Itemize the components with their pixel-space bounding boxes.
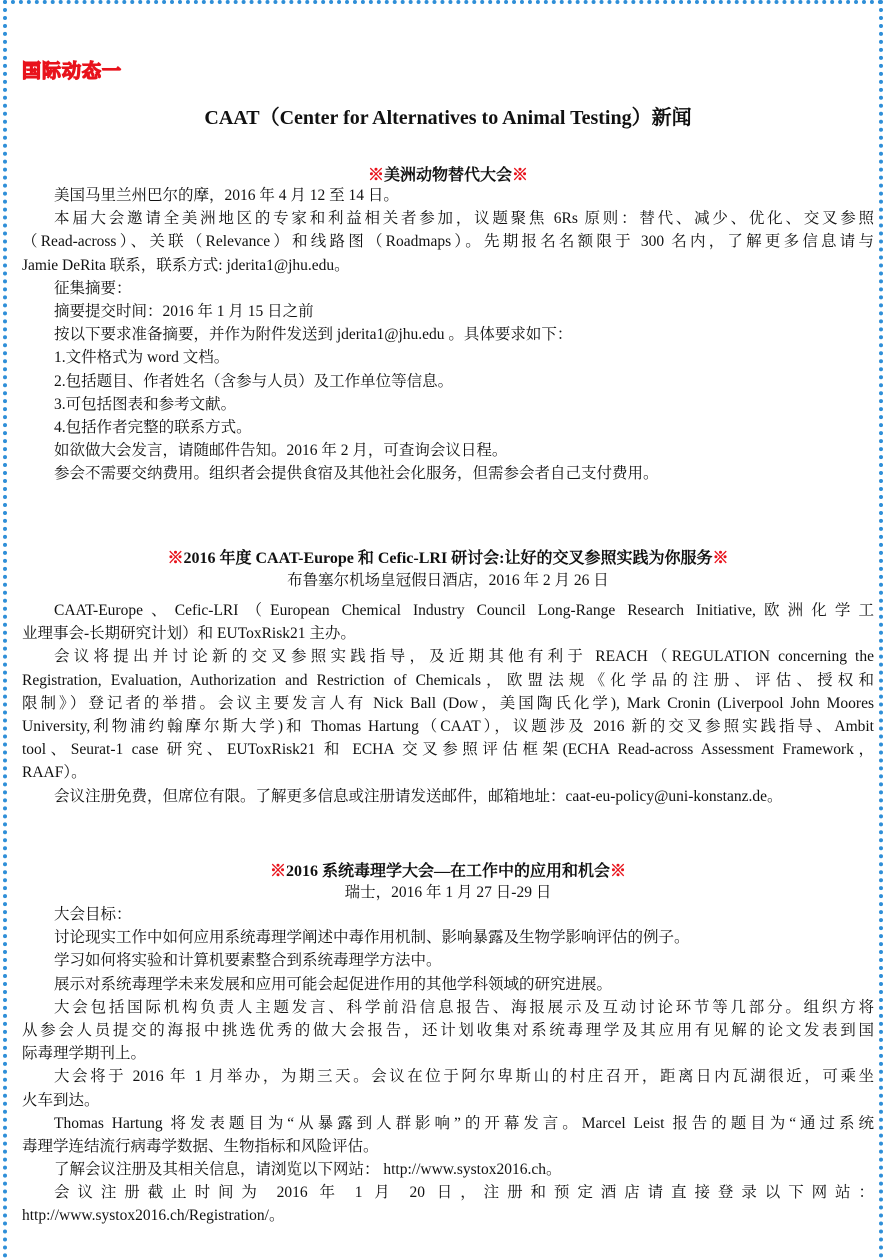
reference-mark-right: ※ <box>512 167 529 184</box>
reference-mark-right: ※ <box>610 863 627 880</box>
section-1-title-text: 美洲动物替代大会 <box>383 167 512 184</box>
section-1-title <box>22 162 874 185</box>
section-3-body <box>22 903 874 1228</box>
reference-mark-right: ※ <box>712 550 729 567</box>
section-2-subtitle: 布鲁塞尔机场皇冠假日酒店，2016 年 2 月 26 日 <box>287 572 609 589</box>
paragraph-line: 际毒理学期刊上。 <box>22 1045 147 1063</box>
paragraph-line: 会议注册截止时间为 2016 年 1 月 20 日，注册和预定酒店请直接登录以下网站： <box>54 1184 874 1202</box>
section-2-title-text: 2016 年度 CAAT-Europe 和 Cefic-LRI 研讨会:让好的交叉参照实践为你服务 <box>183 550 713 567</box>
paragraph-line: http://www.systox2016.ch/Registration/。 <box>22 1207 285 1225</box>
paragraph-line: 讨论现实工作中如何应用系统毒理学阐述中毒作用机制、影响暴露及生物学影响评估的例子。 <box>54 929 690 947</box>
paragraph-line: CAAT-Europe、Cefic-LRI（European Chemical Industry Council Long-Range Research Initiative,欧洲化学工 <box>54 602 874 619</box>
paragraph-line: 从参会人员提交的海报中挑选优秀的做大会报告，还计划收集对系统毒理学及其应用有见解的论文发表到国 <box>22 1021 874 1039</box>
list-item: 4.包括作者完整的联系方式。 <box>54 418 252 436</box>
section-3-title <box>22 858 874 881</box>
paragraph-line: 了解会议注册及其相关信息，请浏览以下网站： http://www.systox2016.ch。 <box>54 1161 562 1179</box>
section-tag: 国际动态一 <box>22 60 123 82</box>
paragraph-line: 征集摘要： <box>54 279 132 297</box>
paragraph-line: 大会包括国际机构负责人主题发言、科学前沿信息报告、海报展示及互动讨论环节等几部分。组织方将 <box>54 998 874 1016</box>
paragraph-line: Registration, Evaluation, Authorization and Restriction of Chemicals，欧盟法规《化学品的注册、评估、授权和 <box>22 671 874 689</box>
reference-mark-left: ※ <box>269 863 286 880</box>
list-item: 1.文件格式为 word 文档。 <box>54 349 230 367</box>
paragraph-line: 大会将于 2016 年 1 月举办，为期三天。会议在位于阿尔卑斯山的村庄召开，距离日内瓦湖很近，可乘坐 <box>54 1068 874 1086</box>
paragraph-line: tool、Seurat-1 case 研究、EUToxRisk21 和 ECHA 交叉参照评估框架(ECHA Read-across Assessment Framework， <box>22 741 874 759</box>
paragraph-line: （Read-across）、关联（Relevance）和线路图（Roadmaps）。先期报名名额限于 300 名内，了解更多信息请与 <box>22 233 874 251</box>
paragraph-line: 业理事会-长期研究计划）和 EUToxRisk21 主办。 <box>22 625 356 643</box>
reference-mark-left: ※ <box>367 167 384 184</box>
page-title: CAAT（Center for Alternatives to Animal Testing）新闻 <box>204 107 692 129</box>
paragraph-line: 参会不需要交纳费用。组织者会提供食宿及其他社会化服务，但需参会者自己支付费用。 <box>54 465 659 483</box>
list-item: 2.包括题目、作者姓名（含参与人员）及工作单位等信息。 <box>54 372 454 390</box>
paragraph-line: 大会目标： <box>54 906 132 923</box>
paragraph-line: 会议注册免费，但席位有限。了解更多信息或注册请发送邮件，邮箱地址：caat-eu-policy@uni-konstanz.de。 <box>54 787 783 805</box>
paragraph-line: University,利物浦约翰摩尔斯大学)和 Thomas Hartung（CAAT），议题涉及 2016 新的交叉参照实践指导、Ambit <box>22 717 874 735</box>
list-item: 3.可包括图表和参考文献。 <box>54 395 237 413</box>
paragraph-line: Jamie DeRita 联系，联系方式: jderita1@jhu.edu。 <box>22 256 350 274</box>
paragraph-line: 摘要提交时间：2016 年 1 月 15 日之前 <box>54 302 314 320</box>
paragraph-line: 火车到达。 <box>22 1091 100 1109</box>
section-1-body <box>22 184 874 485</box>
paragraph-line: 如欲做大会发言，请随邮件告知。2016 年 2 月，可查询会议日程。 <box>54 442 508 460</box>
section-3-title-text: 2016 系统毒理学大会—在工作中的应用和机会 <box>285 863 610 880</box>
section-2-body <box>22 599 874 808</box>
paragraph-line: 展示对系统毒理学未来发展和应用可能会起促进作用的其他学科领域的研究进展。 <box>54 975 613 993</box>
paragraph-line: 按以下要求准备摘要，并作为附件发送到 jderita1@jhu.edu 。具体要求如下： <box>54 326 573 344</box>
paragraph-line: 本届大会邀请全美洲地区的专家和利益相关者参加，议题聚焦 6Rs 原则：替代、减少、优化、交叉参照 <box>54 210 874 228</box>
paragraph-line: Thomas Hartung 将发表题目为“从暴露到人群影响”的开幕发言。Marcel Leist 报告的题目为“通过系统 <box>54 1114 874 1132</box>
paragraph-line: 会议将提出并讨论新的交叉参照实践指导，及近期其他有利于 REACH（REGULATION concerning the <box>54 648 874 666</box>
section-3-subtitle: 瑞士，2016 年 1 月 27 日-29 日 <box>344 884 552 901</box>
paragraph-line: 毒理学连结流行病毒学数据、生物指标和风险评估。 <box>22 1137 379 1155</box>
paragraph-line: 限制》）登记者的举措。会议主要发言人有 Nick Ball (Dow，美国陶氏化学), Mark Cronin (Liverpool John Moores <box>22 694 874 712</box>
section-2-title <box>22 545 874 568</box>
reference-mark-left: ※ <box>167 550 184 567</box>
paragraph-line: 美国马里兰州巴尔的摩，2016 年 4 月 12 至 14 日。 <box>54 187 399 204</box>
paragraph-line: 学习如何将实验和计算机要素整合到系统毒理学方法中。 <box>54 952 442 970</box>
paragraph-line: RAAF）。 <box>22 764 87 782</box>
